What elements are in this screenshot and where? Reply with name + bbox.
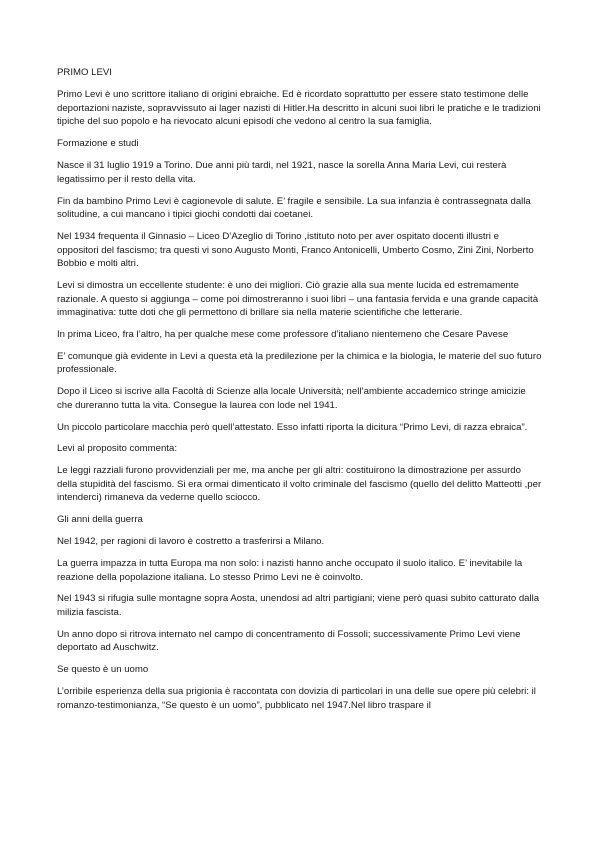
paragraph: Nasce il 31 luglio 1919 a Torino. Due anni più tardi, nel 1921, nasce la sorella Anna Maria Levi, cui resterà legatissimo per il resto della vita. [57,160,507,185]
paragraph: Levi al proposito commenta: [57,443,177,455]
paragraph: Le leggi razziali furono provvidenziali per me, ma anche per gli altri: costituirono la dimostrazione per assurdo della stupidità del fascismo. Si era ormai dimenticato il volto criminale del fascismo (quello del delitto Matteotti ,per intenderci) rimaneva da vederne quello sciocco. [57,465,542,504]
intro-paragraph: Primo Levi è uno scrittore italiano di origini ebraiche. Ed è ricordato soprattutto per essere stato testimone delle deportazioni naziste, sopravvissuto ai lager nazisti di Hitler.Ha descritto in alcuni suoi libri le pratiche e le tradizioni tipiche del suo popolo e ha rievocato alcuni episodi che vedono al centro la sua famiglia. [57,89,541,128]
section-heading-formazione: Formazione e studi [57,138,139,150]
paragraph: Dopo il Liceo si iscrive alla Facoltà di Scienze alla locale Università; nell’ambiente accademico stringe amicizie che dureranno tutta la vita. Consegue la laurea con lode nel 1941. [57,386,526,411]
paragraph: La guerra impazza in tutta Europa ma non solo: i nazisti hanno anche occupato il suolo italico. E’ inevitabile la reazione della popolazione italiana. Lo stesso Primo Levi ne è coinvolto. [57,558,523,583]
paragraph: E’ comunque già evidente in Levi a questa età la predilezione per la chimica e la biologia, le materie del suo futuro professionale. [57,350,542,376]
paragraph: Nel 1934 frequenta il Ginnasio – Liceo D’Azeglio di Torino ,istituto noto per aver ospitato docenti illustri e oppositori del fascismo; tra questi vi sono Augusto Monti, Franco Antonicelli, Umberto Cosmo, Zini Zini, Norberto Bobbio e molti altri. [57,231,534,270]
paragraph: L’orribile esperienza della sua prigionia è raccontata con dovizia di particolari in una delle sue opere più celebri: il romanzo-testimonianza, “Se questo è un uomo”, pubblicato nel 1947.Nel libro traspare il [57,686,536,711]
paragraph: Un piccolo particolare macchia però quell’attestato. Esso infatti riporta la dicitura “Primo Levi, di razza ebraica”. [57,421,528,433]
document-title: PRIMO LEVI [57,67,112,78]
section-heading-se-questo: Se questo è un uomo [57,664,149,676]
paragraph: Fin da bambino Primo Levi è cagionevole di salute. E’ fragile e sensibile. La sua infanzia è contrassegnata dalla solitudine, a cui mancano i tipici giochi condotti dai coetanei. [57,195,531,221]
document-body [57,66,543,721]
paragraph: Un anno dopo si ritrova internato nel campo di concentramento di Fossoli; successivamente Primo Levi viene deportato ad Auschwitz. [57,628,521,654]
section-heading-guerra: Gli anni della guerra [57,514,143,526]
paragraph: Nel 1943 si rifugia sulle montagne sopra Aosta, unendosi ad altri partigiani; viene però quasi subito catturato dalla milizia fascista. [57,593,540,619]
paragraph: Nel 1942, per ragioni di lavoro è costretto a trasferirsi a Milano. [57,536,325,548]
paragraph: In prima Liceo, fra l’altro, ha per qualche mese come professore d’italiano nientemeno che Cesare Pavese [57,329,509,341]
paragraph: Levi si dimostra un eccellente studente: è uno dei migliori. Ciò grazie alla sua mente lucida ed estremamente razionale. A questo si aggiunga – come poi dimostreranno i suoi libri – una fantasia fervida e una grande capacità immaginativa: tutte doti che gli permettono di brillare sia nella materie scientifiche che letterarie. [57,280,539,319]
